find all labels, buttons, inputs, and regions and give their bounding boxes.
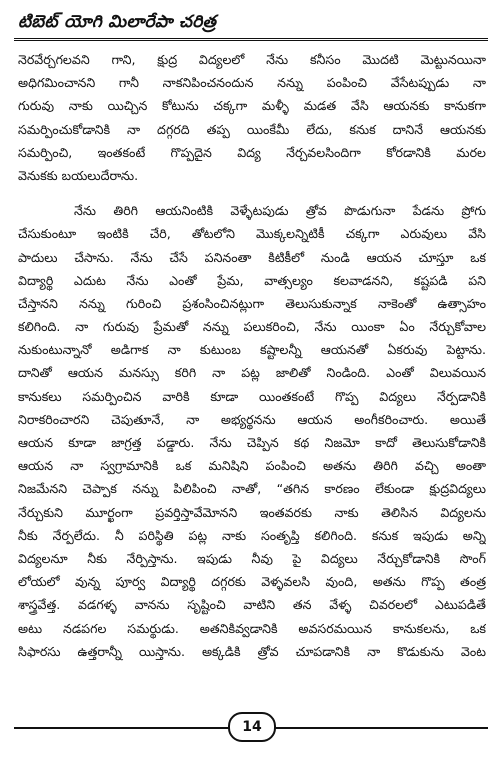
text-line: అధిగమించానని గానీ నాకనిపించనందున నన్ను పంపించి వేసేటప్పుడు నా [18, 75, 486, 91]
text-line: సమర్పించుకోడానికి నా దగ్గరది తప్ప యింకేమీ లేదు, కనుక దానినే ఆయనకు [18, 121, 486, 137]
text-line: విద్యార్థి ఎదుట నేను ఎంతో ప్రేమ, వాత్సల్యం కలవాడనని, కష్టపడి పని [18, 272, 486, 288]
paragraph-2 [18, 199, 486, 663]
text-line: నుకుంటున్నానో అడిగాక నా కుటుంబ కష్టాలన్నీ ఆయనతో ఏకరువు పెట్టాను. [18, 342, 486, 358]
text-line: గురువు నాకు యిచ్చిన కోటును చక్కగా మళ్ళీ మడత వేసి ఆయనకు కానుకగా [18, 98, 486, 114]
text-line: ఆయన కూడా జాగ్రత్త పడ్డారు. నేను చెప్పిన కథ నిజమో కాదో తెలుసుకోడానికి [18, 435, 486, 450]
text-line: కలిగింది. నా గురువు ప్రేమతో నన్ను పలుకరించి, నేను యింకా ఏం నేర్చుకోవాల [18, 319, 486, 335]
book-title: టిబెట్ యోగి మిలారేపా చరిత్ర [18, 12, 217, 32]
text-line: నీకు నేర్పలేదు. నీ పరిస్థితి పట్ల నాకు సంతృప్తి కలిగింది. కనుక ఇపుడు అన్ని [18, 527, 486, 543]
running-header [14, 8, 488, 41]
text-line: నిరాకరించారని చెపుతూనే, నా అభ్యర్థనను ఆయన అంగీకరించారు. అయితే [18, 411, 486, 427]
text-line: లోయలో వున్న పూర్వ విద్యార్థి దగ్గరకు వెళ్ళవలసి వుంది, అతను గొప్ప తంత్ర [18, 574, 486, 590]
text-line: వెనుకకు బయలుదేరాను. [18, 167, 139, 183]
text-line: విద్యలనూ నీకు నేర్పిస్తాను. ఇపుడు నీవు పై విద్యలు నేర్చుకోడానికి సొంగ్ [18, 550, 486, 566]
page-body [18, 48, 486, 663]
text-line: పాదులు చేసాను. నేను చేసే పనినంతా కిటికీలో నుండి ఆయన చూస్తూ ఒక [18, 249, 486, 265]
text-line: శాస్త్రవేత్త. వడగళ్ళ వానను సృష్టించి వాటిని తన వేళ్ళ చివరలలో ఎటుపడితే [18, 597, 486, 613]
text-line: చేసుకుంటూ ఇంటికి చేరి, తోటలోని మొక్కలన్నిటికీ చక్కగా ఎరువులు వేసి [18, 226, 486, 242]
text-line: ఆయన నా స్వగ్రామానికి ఒక మనిషిని పంపించి అతను తిరిగి వచ్చి అంతా [18, 458, 486, 474]
text-line: చేస్తానని నన్ను గురించి ప్రశంసించినట్లుగా తెలుసుకున్నాక నాకెంతో ఉత్సాహం [18, 295, 486, 311]
text-line: దానితో ఆయన మనస్సు కరిగి నా పట్ల జాలితో నిండింది. ఎంతో విలువయిన [18, 365, 486, 381]
text-line: నెరవేర్చగలవని గాని, క్షుద్ర విద్యలలో నేను కనీసం మొదటి మెట్టునయినా [18, 52, 486, 67]
text-line: నేర్చుకుని మూర్ఖంగా ప్రవర్తిస్తావేమోనని ఇంతవరకు నాకు తెలిసిన విద్యలను [18, 504, 486, 520]
text-line: నిజమేనని చెప్పాక నన్ను పిలిపించి నాతో, “తగిన కారణం లేకుండా క్షుద్రవిద్యలు [18, 481, 486, 497]
text-line: సిఫారసు ఉత్తరాన్నీ యిస్తాను. అక్కడికి త్రోవ చూపడానికి నా కొడుకును వెంట [18, 643, 486, 659]
page-number: 14 [228, 712, 276, 742]
text-line: కానుకలు సమర్పించిన వారికి కూడా యింతకంటే గొప్ప విద్యలు నేర్పడానికి [18, 388, 486, 404]
text-line: అటు నడపగల సమర్థుడు. అతనికివ్వడానికి అవసరమయిన కానుకలను, ఒక [18, 620, 486, 636]
text-line: నేను తిరిగి ఆయనింటికి వెళ్ళేటపుడు త్రోవ పొడుగునా పేడను ప్రోగు [74, 203, 486, 219]
text-line: సమర్పించి, ఇంతకంటే గొప్పదైన విద్య నేర్చవలసిందిగా కోరడానికి మరల [18, 144, 486, 160]
paragraph-1 [18, 48, 486, 187]
